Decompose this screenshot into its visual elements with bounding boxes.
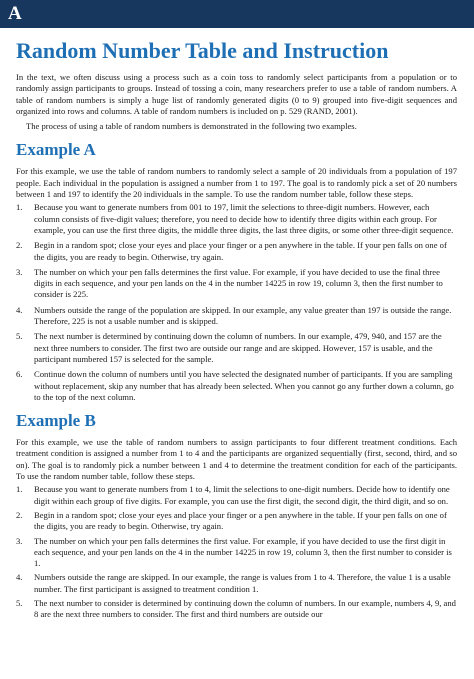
step-number: 2. [16,509,23,520]
step-number: 3. [16,266,23,277]
step-item [16,369,457,403]
example-a-section [16,140,457,403]
step-text: The number on which your pen falls determines the first value. For example, if you have decided to use the final three digits in each sequence, and your pen lands on the 4 in the number 14225 in row 19, column 3, then the first number to consider is 225. [34,266,443,300]
example-a-intro: For this example, we use the table of random numbers to randomly select a sample of 20 individuals from a population of 197 people. Each individual in the population is assigned a number from 1 to 197. The goal is to randomly pick a set of 20 numbers between 1 and 197 to identify the 20 individuals in the sample. To use the random number table, follow these steps. [16,166,457,200]
step-number: 6. [16,369,23,380]
step-item [16,267,457,301]
step-number: 2. [16,240,23,251]
step-item [16,305,457,328]
step-item [16,572,457,595]
appendix-letter: A [8,3,22,24]
example-a-heading: Example A [16,140,96,160]
step-text: Begin in a random spot; close your eyes and place your finger or a pen anywhere in the table. If your pen falls on one of the digits, you are ready to begin. Otherwise, try again. [34,240,447,262]
page-title: Random Number Table and Instruction [16,38,389,63]
step-item [16,510,457,533]
intro-paragraph-1: In the text, we often discuss using a process such as a coin toss to randomly select participants from a population or to randomly assign participants to groups. Instead of tossing a coin, many researchers prefer to use a table of random numbers. A table of random numbers is simply a huge list of randomly generated digits (0 to 9) grouped into five-digit sequences and organized into rows and columns. A table of random numbers is included on p. 529 (RAND, 2001). [16,72,457,116]
step-text: Numbers outside the range are skipped. In our example, the range is values from 1 to 4. Therefore, the value 1 is a usable number. The first participant is assigned to treatment condition 1. [34,572,451,594]
step-text: Because you want to generate numbers from 001 to 197, limit the selections to three-digit numbers. However, each column consists of five-digit values; therefore, you need to decide how to identify three digits within each group. For example, you can use the first three digits, the middle three digits, the last three digits, or some other three-digit sequence. [34,202,454,235]
step-number: 4. [16,304,23,315]
step-text: Numbers outside the range of the population are skipped. In our example, any value greater than 197 is outside the range. Therefore, 225 is not a usable number and is skipped. [34,304,452,327]
step-number: 5. [16,597,23,608]
step-item [16,484,457,507]
step-number: 4. [16,572,23,583]
step-number: 1. [16,484,23,495]
example-b-intro: For this example, we use the table of random numbers to assign participants to four different treatment conditions. Each treatment condition is assigned a number from 1 to 4 and the participants are organized sequentially (first, second, third, and so on). The goal is to randomly pick a number between 1 and 4 to determine the treatment condition for each of the participants. To use the random number table, follow these steps. [16,437,457,482]
step-text: The next number to consider is determined by continuing down the column of numbers. In our example, numbers 4, 9, and 8 are the next three numbers to consider. The first and third numbers are outside our [34,597,456,620]
step-item [16,240,457,263]
example-b-heading: Example B [16,411,96,431]
step-item [16,202,457,236]
step-item [16,598,457,621]
page-content [16,38,457,624]
step-item [16,331,457,365]
example-b-steps [16,484,457,620]
step-text: The next number is determined by continuing down the column of numbers. In our example, 479, 940, and 157 are the next three numbers to consider. The first two are outside our range and are skipped. However, 157 is usable, and the participant numbered 157 is selected for the sample. [34,331,442,364]
step-text: Because you want to generate numbers from 1 to 4, limit the selections to one-digit numbers. Decide how to identify one digit within each group of five digits. For example, you can use the first digit, the second digit, the third digit, and so on. [34,484,450,506]
intro-paragraph-2: The process of using a table of random numbers is demonstrated in the following two examples. [26,121,357,132]
step-number: 1. [16,202,23,213]
example-a-steps [16,202,457,403]
step-number: 5. [16,331,23,342]
step-text: The number on which your pen falls determines the first value. For example, if you have decided to use the first digit in each sequence, and your pen lands on the 4 in the number 14225 in row 19, column 3, then the first number to consider is 1. [34,535,452,569]
step-number: 3. [16,535,23,546]
step-item [16,536,457,570]
header-bar [0,0,474,28]
step-text: Continue down the column of numbers until you have selected the designated number of participants. If you are sampling without replacement, skip any number that has already been selected. When you cannot go any further down a column, go to the top of the next column. [34,369,454,402]
example-b-section [16,411,457,620]
step-text: Begin in a random spot; close your eyes and place your finger or a pen anywhere in the table. If your pen falls on one of the digits, you are ready to begin. Otherwise, try again. [34,509,447,532]
